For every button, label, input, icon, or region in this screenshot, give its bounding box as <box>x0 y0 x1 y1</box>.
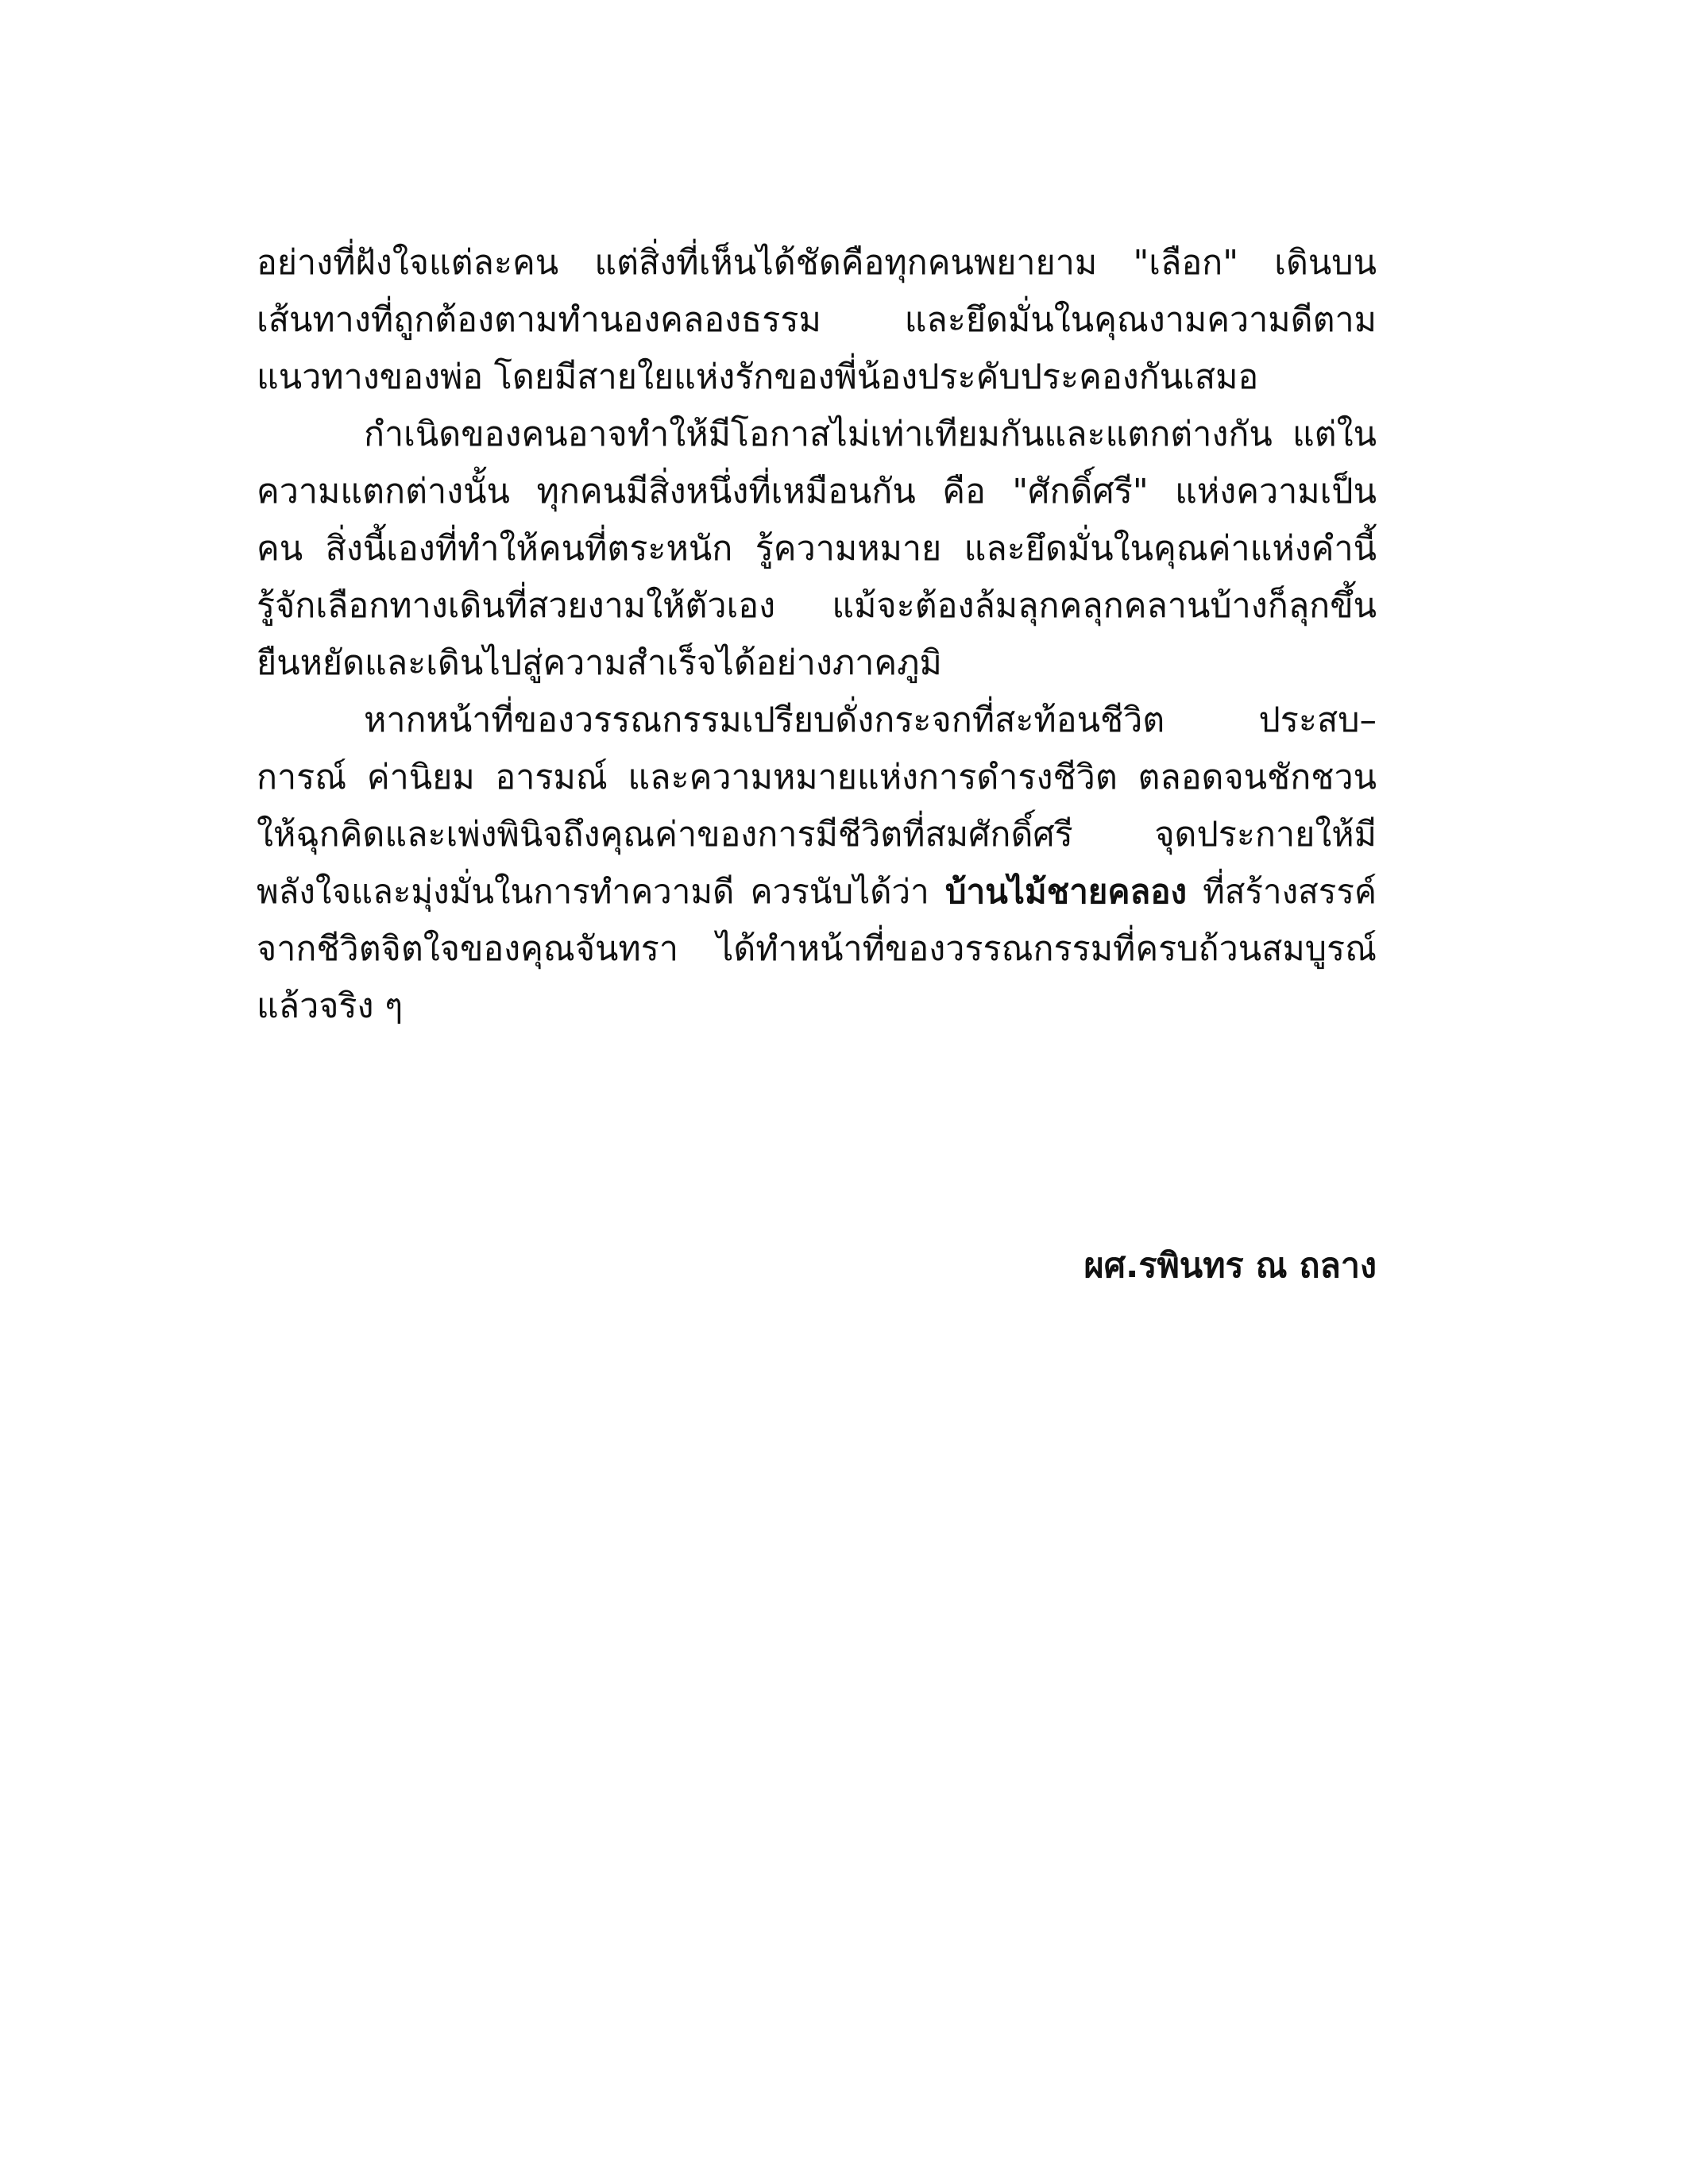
text-line: หากหน้าที่ของวรรณกรรมเปรียบดั่งกระจกที่สะท้อนชีวิต ประสบ– <box>364 700 1377 740</box>
text-line: จากชีวิตจิตใจของคุณจันทรา ได้ทำหน้าที่ของวรรณกรรมที่ครบถ้วนสมบูรณ์ <box>257 929 1377 969</box>
text-line: ยืนหยัดและเดินไปสู่ความสำเร็จได้อย่างภาคภูมิ <box>257 643 942 683</box>
text-line: แนวทางของพ่อ โดยมีสายใยแห่งรักของพี่น้องประคับประคองกันเสมอ <box>257 357 1259 397</box>
text-line: รู้จักเลือกทางเดินที่สวยงามให้ตัวเอง แม้จะต้องล้มลุกคลุกคลานบ้างก็ลุกขึ้น <box>257 586 1377 626</box>
author-signature: ผศ.รพินทร ณ ถลาง <box>1083 1246 1377 1286</box>
text-line: เส้นทางที่ถูกต้องตามทำนองคลองธรรม และยึดมั่นในคุณงามความดีตาม <box>257 300 1377 340</box>
foreword-text <box>257 234 1377 1035</box>
text-fragment: พลังใจและมุ่งมั่นในการทำความดี ควรนับได้ว่า <box>257 872 945 911</box>
text-line: กำเนิดของคนอาจทำให้มีโอกาสไม่เท่าเทียมกันและแตกต่างกัน แต่ใน <box>364 415 1377 454</box>
text-line: ความแตกต่างนั้น ทุกคนมีสิ่งหนึ่งที่เหมือนกัน คือ "ศักดิ์ศรี" แห่งความเป็น <box>257 472 1377 511</box>
text-line: คน สิ่งนี้เองที่ทำให้คนที่ตระหนัก รู้ความหมาย และยึดมั่นในคุณค่าแห่งคำนี้ <box>257 529 1377 569</box>
text-line: ให้ฉุกคิดและเพ่งพินิจถึงคุณค่าของการมีชีวิตที่สมศักดิ์ศรี จุดประกายให้มี <box>257 815 1377 855</box>
text-line: การณ์ ค่านิยม อารมณ์ และความหมายแห่งการดำรงชีวิต ตลอดจนชักชวน <box>257 758 1377 797</box>
text-line: แล้วจริง ๆ <box>257 986 404 1026</box>
text-fragment: ที่สร้างสรรค์ <box>1186 872 1377 911</box>
text-line-with-book-title <box>257 863 1377 920</box>
text-line: อย่างที่ฝังใจแต่ละคน แต่สิ่งที่เห็นได้ชัดคือทุกคนพยายาม "เลือก" เดินบน <box>257 243 1377 283</box>
book-title: บ้านไม้ชายคลอง <box>944 872 1187 911</box>
